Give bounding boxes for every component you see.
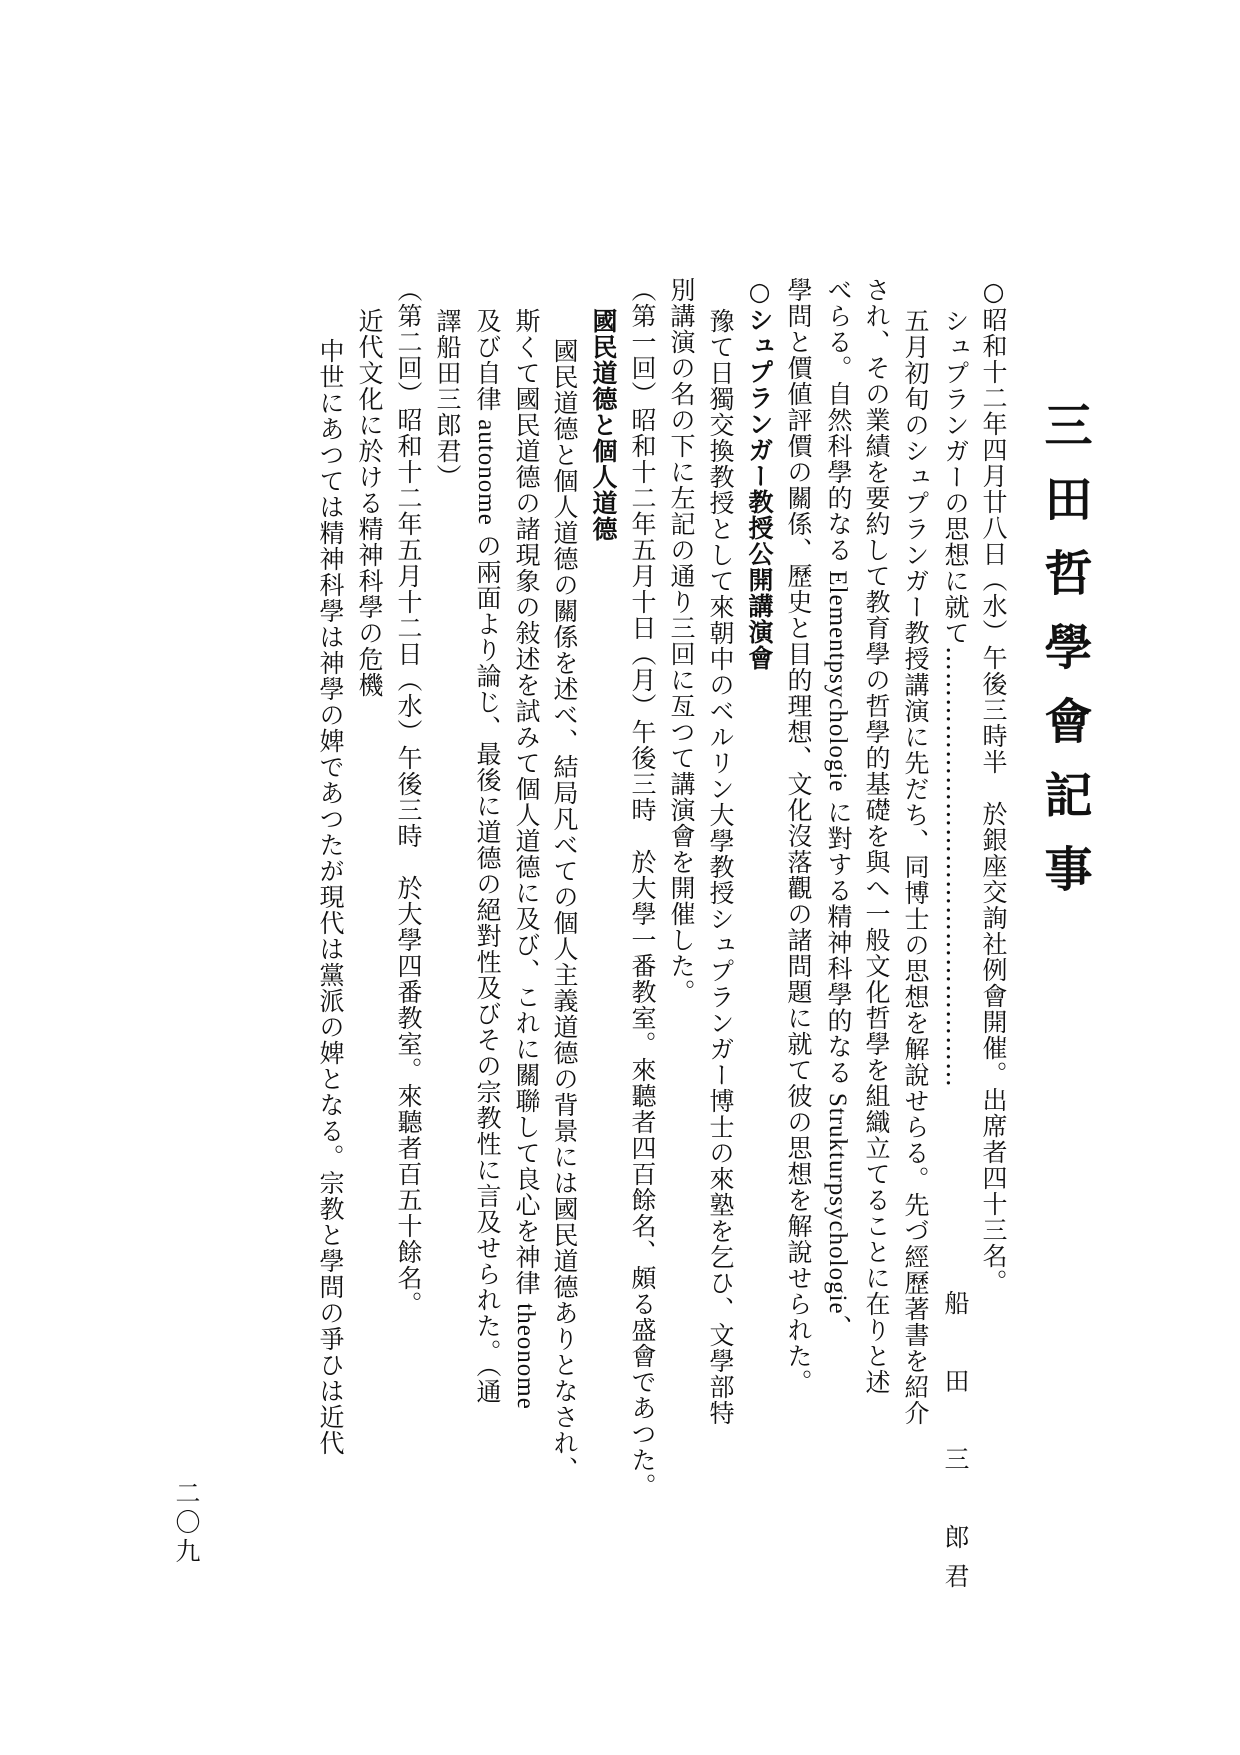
meeting1-header: ○昭和十二年四月廿八日（水）午後三時半 於銀座交詢社例會開催。出席者四十三名。	[979, 277, 1008, 1295]
meeting1-body-line: 學問と價値評價の關係、歷史と目的理想、文化沒落觀の諸問題に就て彼の思想を解說せられた。	[784, 277, 813, 1395]
first-lecture-header: （第一回）昭和十二年五月十日（月）午後三時 於大學一番教室。來聽者四百餘名、頗る盛會であつた。	[628, 277, 657, 1499]
lectures-body-line: 別講演の名の下に左記の通り三回に亙つて講演會を開催した。	[667, 277, 696, 1005]
meeting1-body-line: され、その業績を要約して教育學の哲學的基礎を與へ一般文化哲學を組織立てることに在りと述	[862, 277, 891, 1395]
second-lecture-body-line: 中世にあつては精神科學は神學の婢であつたが現代は黨派の婢となる。宗教と學問の爭ひは近代	[316, 338, 345, 1456]
meeting1-body-line: 五月初旬のシュプランガー教授講演に先だち、同博士の思想を解說せらる。先づ經歷著書を紹介	[901, 308, 930, 1426]
first-lecture-body-line: 譯船田三郎君）	[433, 308, 462, 490]
first-lecture-body-line: 及び自律 autonome の兩面より論じ、最後に道德の絕對性及びその宗教性に言及せられた。（通	[473, 308, 500, 1405]
lectures-header: ○シュプランガー教授公開講演會	[745, 277, 774, 671]
page-number: 二〇九	[172, 1480, 201, 1567]
second-lecture-title: 近代文化に於ける精神科學の危機	[355, 308, 384, 698]
first-lecture-body-line: 國民道德と個人道德の關係を述べ、結局凡べての個人主義道德の背景には國民道德ありとなされ、	[550, 338, 579, 1482]
meeting1-topic: シュプランガーの思想に就て……………………………………………	[941, 308, 970, 1088]
lectures-body-line: 豫て日獨交換教授として來朝中のベルリン大學教授シュプランガー博士の來塾を乞ひ、文學部特	[706, 308, 735, 1426]
page-title: 三田哲學會記事	[1036, 400, 1092, 918]
meeting1-body-line: べらる。自然科學的なる Elementpsychologie に對する精神科學的なる Strukturpsychologie、	[824, 277, 851, 1341]
first-lecture-title: 國民道德と個人道德	[589, 308, 618, 542]
meeting1-speaker: 船 田 三 郎君	[941, 1290, 970, 1602]
first-lecture-body-line: 斯くて國民道德の諸現象の敍述を試みて個人道德に及び、これに關聯して良心を神律 theonome	[512, 308, 539, 1410]
second-lecture-header: （第二回）昭和十二年五月十二日（水）午後三時 於大學四番教室。來聽者百五十餘名。	[394, 277, 423, 1317]
